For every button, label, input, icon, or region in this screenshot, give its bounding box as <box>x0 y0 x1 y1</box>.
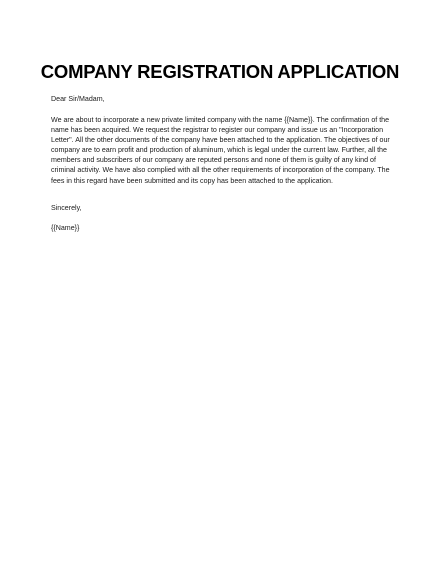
document-title: COMPANY REGISTRATION APPLICATION <box>40 61 400 82</box>
body-paragraph: We are about to incorporate a new private limited company with the name {{Name}}. The confirmation of the name has been acquired. We request the registrar to register our company and issue us an "Incorporation Letter". All the other documents of the company have been attached to the application. The objectives of our company are to earn profit and production of aluminum, which is legal under the current law. Further, all the members and subscribers of our company are reputed persons and none of them is guilty of any kind of criminal activity. We have also complied with all the other requirements of incorporation of the company. The fees in this regard have been submitted and its copy has been attached to the application. <box>51 116 390 185</box>
signature-placeholder: {{Name}} <box>51 224 80 232</box>
closing: Sincerely, <box>51 204 82 212</box>
salutation: Dear Sir/Madam, <box>51 95 105 103</box>
